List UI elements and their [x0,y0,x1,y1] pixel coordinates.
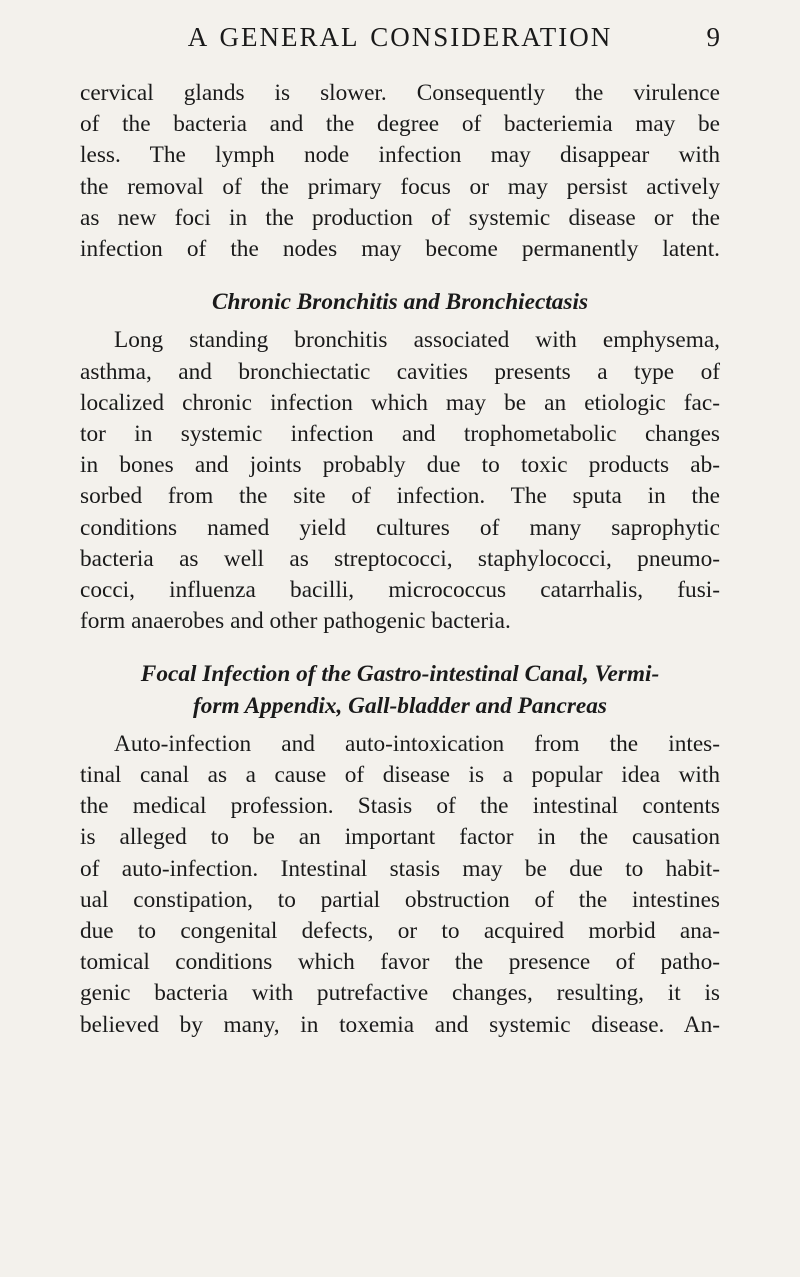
paragraph-line: infection of the nodes may become permanently latent. [80,236,720,263]
paragraph-line: due to congenital defects, or to acquired morbid ana- [80,918,720,945]
paragraph-line: the removal of the primary focus or may persist actively [80,173,720,200]
paragraph-line: ual constipation, to partial obstruction of the intestines [80,886,720,913]
paragraph-3 [80,729,720,1041]
paragraph-2 [80,325,720,637]
paragraph-1 [80,78,720,265]
paragraph-line: of auto-infection. Intestinal stasis may be due to habit- [80,855,720,882]
paragraph-line: less. The lymph node infection may disappear with [80,142,720,169]
paragraph-line: the medical profession. Stasis of the intestinal contents [80,793,720,820]
book-page [80,0,720,1041]
paragraph-line: Long standing bronchitis associated with emphysema, [114,327,720,354]
paragraph-line: sorbed from the site of infection. The sputa in the [80,483,720,510]
section-heading-chronic-bronchitis: Chronic Bronchitis and Bronchiectasis [211,289,589,316]
paragraph-line: believed by many, in toxemia and systemic disease. An- [80,1011,720,1038]
paragraph-line: conditions named yield cultures of many saprophytic [80,514,720,541]
paragraph-line: tomical conditions which favor the presence of patho- [80,949,720,976]
paragraph-line: tinal canal as a cause of disease is a popular idea with [80,762,720,789]
paragraph-line: Auto-infection and auto-intoxication from the intes- [114,730,720,757]
paragraph-line: localized chronic infection which may be an etiologic fac- [80,389,720,416]
paragraph-line: as new foci in the production of systemic disease or the [80,204,720,231]
paragraph-line: form anaerobes and other pathogenic bacteria. [80,608,511,635]
paragraph-line: asthma, and bronchiectatic cavities presents a type of [80,358,720,385]
section-heading-focal-infection [80,659,720,721]
paragraph-line: is alleged to be an important factor in the causation [80,824,720,851]
page-number: 9 [706,22,720,52]
paragraph-line: cocci, influenza bacilli, micrococcus catarrhalis, fusi- [80,577,720,604]
paragraph-line: bacteria as well as streptococci, staphylococci, pneumo- [80,545,720,572]
paragraph-line: in bones and joints probably due to toxic products ab- [80,452,720,479]
paragraph-line: tor in systemic infection and trophometabolic changes [80,421,720,448]
paragraph-line: of the bacteria and the degree of bacteriemia may be [80,111,720,138]
paragraph-line: cervical glands is slower. Consequently the virulence [80,80,720,106]
heading-line: form Appendix, Gall-bladder and Pancreas [193,692,607,719]
heading-line: Focal Infection of the Gastro-intestinal Canal, Vermi- [140,661,660,688]
page-header [80,14,720,64]
running-head: A GENERAL CONSIDERATION [187,22,613,52]
paragraph-line: genic bacteria with putrefactive changes, resulting, it is [80,980,720,1007]
